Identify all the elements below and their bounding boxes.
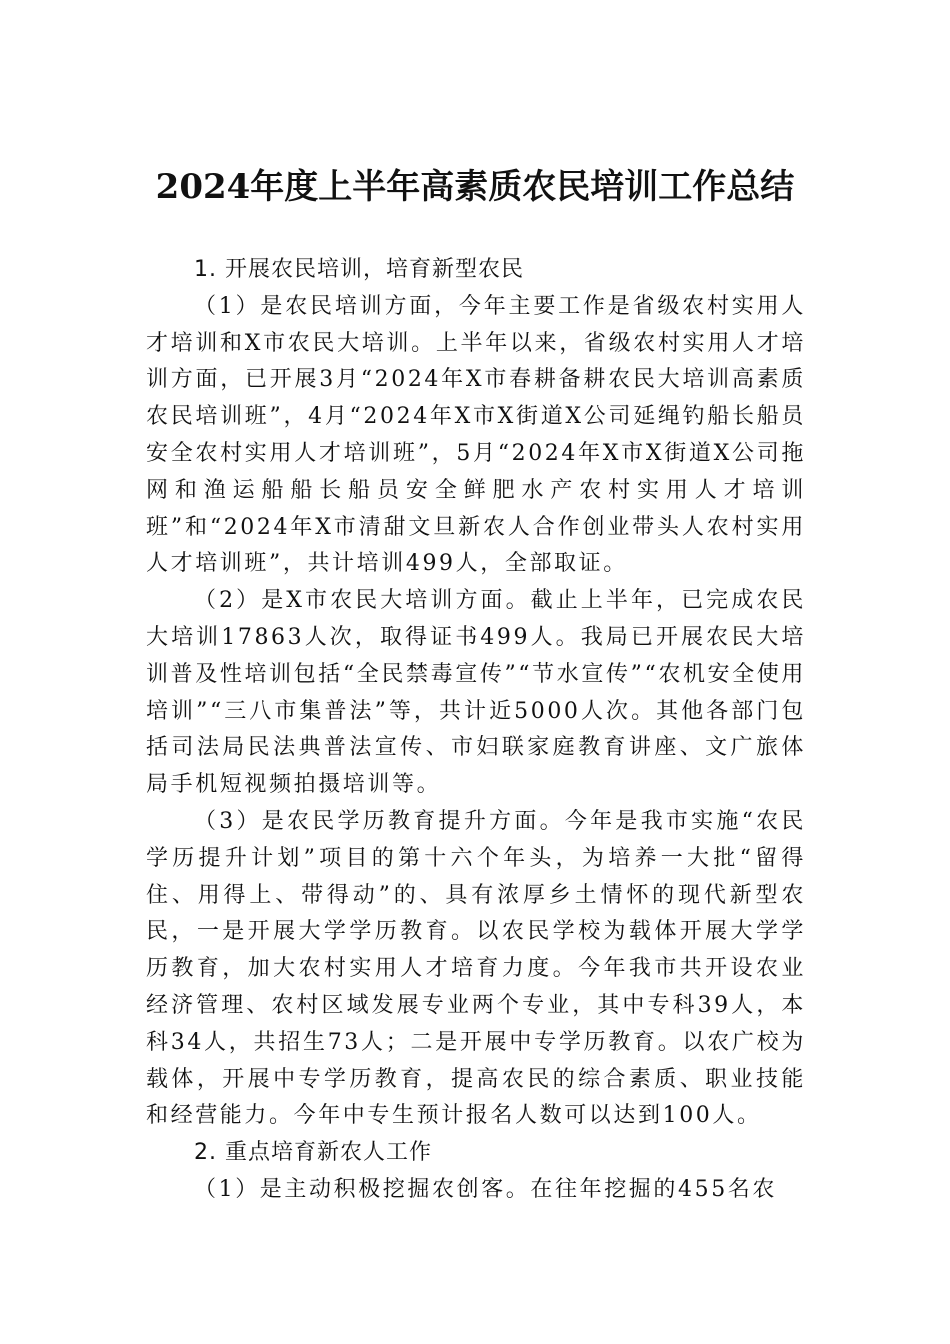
paragraph-1-3: （3）是农民学历教育提升方面。今年是我市实施“农民学历提升计划”项目的第十六个年头，为培养一大批“留得住、用得上、带得动”的、具有浓厚乡土情怀的现代新型农民，一是开展大学学历教育。以农民学校为载体开展大学学历教育，加大农村实用人才培育力度。今年我市共开设农业经济管理、农村区域发展专业两个专业，其中专科39人，本科34人，共招生73人；二是开展中专学历教育。以农广校为载体，开展中专学历教育，提高农民的综合素质、职业技能和经营能力。今年中专生预计报名人数可以达到100人。 xyxy=(146,808,806,1129)
document-title: 2024年度上半年高素质农民培训工作总结 xyxy=(155,167,795,207)
paragraph-1-1: （1）是农民培训方面，今年主要工作是省级农村实用人才培训和X市农民大培训。上半年以来，省级农村实用人才培训方面，已开展3月“2024年X市春耕备耕农民大培训高素质农民培训班”，4月“2024年X市X街道X公司延绳钓船长船员安全农村实用人才培训班”，5月“2024年X市X街道X公司拖网和渔运船船长船员安全鲜肥水产农村实用人才培训班”和“2024年X市清甜文旦新农人合作创业带头人农村实用人才培训班”，共计培训499人，全部取证。 xyxy=(146,293,806,577)
paragraph-1-2: （2）是X市农民大培训方面。截止上半年，已完成农民大培训17863人次，取得证书499人。我局已开展农民大培训普及性培训包括“全民禁毒宣传”“节水宣传”“农机安全使用培训”“三八市集普法”等，共计近5000人次。其他各部门包括司法局民法典普法宣传、市妇联家庭教育讲座、文广旅体局手机短视频拍摄培训等。 xyxy=(146,588,806,798)
section-heading-2: 2. 重点培育新农人工作 xyxy=(194,1140,432,1166)
document-body xyxy=(146,252,806,1209)
section-heading-1: 1. 开展农民培训，培育新型农民 xyxy=(194,257,524,282)
paragraph-2-1: （1）是主动积极挖掘农创客。在往年挖掘的455名农 xyxy=(194,1176,777,1202)
